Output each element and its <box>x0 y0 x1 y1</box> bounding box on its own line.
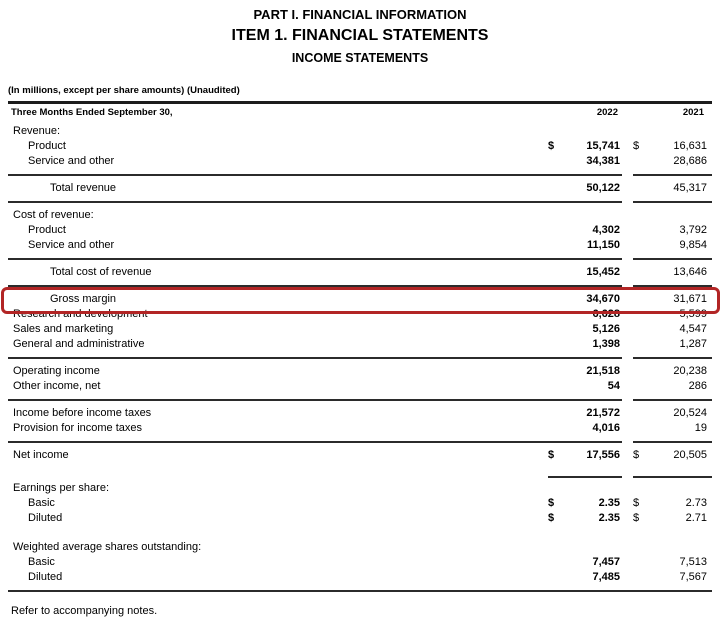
table-row <box>8 238 712 253</box>
cell-2021 <box>633 322 712 337</box>
cell-2022 <box>548 406 622 421</box>
value-2021: 28,686 <box>673 155 707 167</box>
cell-2022 <box>548 208 622 223</box>
row-label: Cost of revenue: <box>13 209 94 221</box>
value-2021: 13,646 <box>673 266 707 278</box>
value-2022: 21,518 <box>586 365 620 377</box>
cell-2021 <box>633 406 712 421</box>
row-label: Earnings per share: <box>13 482 109 494</box>
value-2021: 9,854 <box>679 239 707 251</box>
dollar-sign-2022: $ <box>548 140 555 152</box>
spacer <box>8 526 712 540</box>
value-2022: 2.35 <box>598 497 620 509</box>
value-2021: 7,513 <box>679 556 707 568</box>
table-row-gross-margin <box>8 292 712 307</box>
cell-2021 <box>633 238 712 253</box>
cell-2022 <box>548 364 622 379</box>
cell-2022 <box>548 238 622 253</box>
column-header-2022: 2022 <box>596 107 618 118</box>
value-2021: 2.71 <box>685 512 707 524</box>
row-label: Basic <box>28 556 55 568</box>
row-label: Gross margin <box>50 293 117 305</box>
cell-2022 <box>548 223 622 238</box>
cell-2021 <box>633 337 712 352</box>
value-2021: 16,631 <box>673 140 707 152</box>
value-2021: 4,547 <box>679 323 707 335</box>
row-label: Revenue: <box>13 125 61 137</box>
cell-2022 <box>548 322 622 337</box>
row-label: Total cost of revenue <box>50 266 152 278</box>
cell-2021 <box>633 307 712 322</box>
notes-reference: Refer to accompanying notes. <box>11 605 158 617</box>
table-row <box>8 570 712 585</box>
table-row <box>8 481 712 496</box>
value-2022: 54 <box>607 380 620 392</box>
table-row <box>8 139 712 154</box>
table-row <box>8 223 712 238</box>
value-2021: 286 <box>688 380 707 392</box>
value-2022: 4,302 <box>592 224 620 236</box>
row-label: Basic <box>28 497 55 509</box>
horizontal-rule <box>8 394 712 406</box>
value-2022: 4,016 <box>592 422 620 434</box>
value-2022: 50,122 <box>586 182 620 194</box>
table-row <box>8 379 712 394</box>
cell-2021 <box>633 265 712 280</box>
table-row <box>8 540 712 555</box>
row-label: Product <box>28 224 66 236</box>
row-label: Provision for income taxes <box>13 422 142 434</box>
cell-2021 <box>633 421 712 436</box>
value-2022: 15,452 <box>586 266 620 278</box>
table-row <box>8 265 712 280</box>
horizontal-rule <box>8 196 712 208</box>
cell-2021 <box>633 139 712 154</box>
table-row <box>8 337 712 352</box>
table-row <box>8 208 712 223</box>
value-2022: 5,126 <box>592 323 620 335</box>
table-row <box>8 307 712 322</box>
value-2021: 5,599 <box>679 308 707 320</box>
dollar-sign-2022: $ <box>548 449 555 461</box>
part-title: PART I. FINANCIAL INFORMATION <box>253 7 467 22</box>
value-2022: 7,485 <box>592 571 620 583</box>
value-2021: 19 <box>694 422 707 434</box>
value-2022: 11,150 <box>586 239 620 251</box>
value-2022: 17,556 <box>586 449 620 461</box>
value-2021: 1,287 <box>679 338 707 350</box>
item-title: ITEM 1. FINANCIAL STATEMENTS <box>231 27 489 44</box>
value-2021: 3,792 <box>679 224 707 236</box>
row-label: General and administrative <box>13 338 145 350</box>
cell-2022 <box>548 265 622 280</box>
cell-2021 <box>633 154 712 169</box>
value-2021: 31,671 <box>673 293 707 305</box>
row-label: Service and other <box>28 239 115 251</box>
value-2022: 34,670 <box>586 293 620 305</box>
column-header-2021: 2021 <box>682 107 704 118</box>
cell-2021 <box>633 448 712 463</box>
table-row <box>8 511 712 526</box>
cell-2022 <box>548 292 622 307</box>
row-label: Service and other <box>28 155 115 167</box>
row-label: Diluted <box>28 512 63 524</box>
row-label: Sales and marketing <box>13 323 114 335</box>
cell-2022 <box>548 481 622 496</box>
horizontal-rule <box>8 253 712 265</box>
row-label: Research and development <box>13 308 148 320</box>
row-label: Operating income <box>13 365 100 377</box>
cell-2022 <box>548 124 622 139</box>
cell-2021 <box>633 181 712 196</box>
row-label: Other income, net <box>13 380 101 392</box>
horizontal-rule <box>8 352 712 364</box>
table-row <box>8 322 712 337</box>
cell-2021 <box>633 496 712 511</box>
value-2022: 1,398 <box>592 338 620 350</box>
dollar-sign-2021: $ <box>633 512 640 524</box>
cell-2022 <box>548 139 622 154</box>
value-2021: 20,524 <box>673 407 707 419</box>
cell-2022 <box>548 307 622 322</box>
table-row <box>8 124 712 139</box>
row-label: Total revenue <box>50 182 117 194</box>
value-2021: 20,505 <box>673 449 707 461</box>
row-label: Product <box>28 140 66 152</box>
cell-2022 <box>548 154 622 169</box>
value-2021: 7,567 <box>679 571 707 583</box>
cell-2021 <box>633 292 712 307</box>
dollar-sign-2021: $ <box>633 449 640 461</box>
table-row <box>8 448 712 463</box>
horizontal-rule <box>8 436 712 448</box>
dollar-sign-2021: $ <box>633 140 640 152</box>
value-2021: 45,317 <box>673 182 707 194</box>
table-row <box>8 406 712 421</box>
units-note: (In millions, except per share amounts) (Unaudited) <box>8 85 240 96</box>
cell-2022 <box>548 496 622 511</box>
cell-2022 <box>548 379 622 394</box>
cell-2021 <box>633 379 712 394</box>
statement-title: INCOME STATEMENTS <box>291 51 429 65</box>
value-2021: 2.73 <box>685 497 707 509</box>
cell-2021 <box>633 223 712 238</box>
cell-2022 <box>548 511 622 526</box>
value-2022: 15,741 <box>586 140 620 152</box>
cell-2022 <box>548 181 622 196</box>
table-row <box>8 555 712 570</box>
row-label: Income before income taxes <box>13 407 152 419</box>
value-2022: 7,457 <box>592 556 620 568</box>
horizontal-rule-numeric <box>8 463 712 481</box>
cell-2021 <box>633 540 712 555</box>
value-2022: 2.35 <box>598 512 620 524</box>
cell-2021 <box>633 570 712 585</box>
horizontal-rule <box>8 169 712 181</box>
cell-2021 <box>633 511 712 526</box>
value-2022: 21,572 <box>586 407 620 419</box>
row-label: Weighted average shares outstanding: <box>13 541 202 553</box>
row-label: Diluted <box>28 571 63 583</box>
horizontal-rule-full <box>8 585 712 597</box>
horizontal-rule <box>8 280 712 292</box>
table-row <box>8 421 712 436</box>
income-statement-rows <box>8 124 712 597</box>
cell-2021 <box>633 124 712 139</box>
cell-2021 <box>633 481 712 496</box>
table-header-row <box>8 104 712 121</box>
cell-2021 <box>633 364 712 379</box>
value-2022: 34,381 <box>586 155 620 167</box>
dollar-sign-2022: $ <box>548 512 555 524</box>
cell-2021 <box>633 555 712 570</box>
cell-2022 <box>548 421 622 436</box>
cell-2021 <box>633 208 712 223</box>
cell-2022 <box>548 337 622 352</box>
row-label: Net income <box>13 449 69 461</box>
value-2021: 20,238 <box>673 365 707 377</box>
table-row <box>8 364 712 379</box>
cell-2022 <box>548 555 622 570</box>
cell-2022 <box>548 540 622 555</box>
cell-2022 <box>548 570 622 585</box>
value-2022: 6,628 <box>592 308 620 320</box>
table-row <box>8 154 712 169</box>
table-row <box>8 181 712 196</box>
dollar-sign-2022: $ <box>548 497 555 509</box>
table-row <box>8 496 712 511</box>
cell-2022 <box>548 448 622 463</box>
dollar-sign-2021: $ <box>633 497 640 509</box>
period-label: Three Months Ended September 30, <box>11 107 173 118</box>
